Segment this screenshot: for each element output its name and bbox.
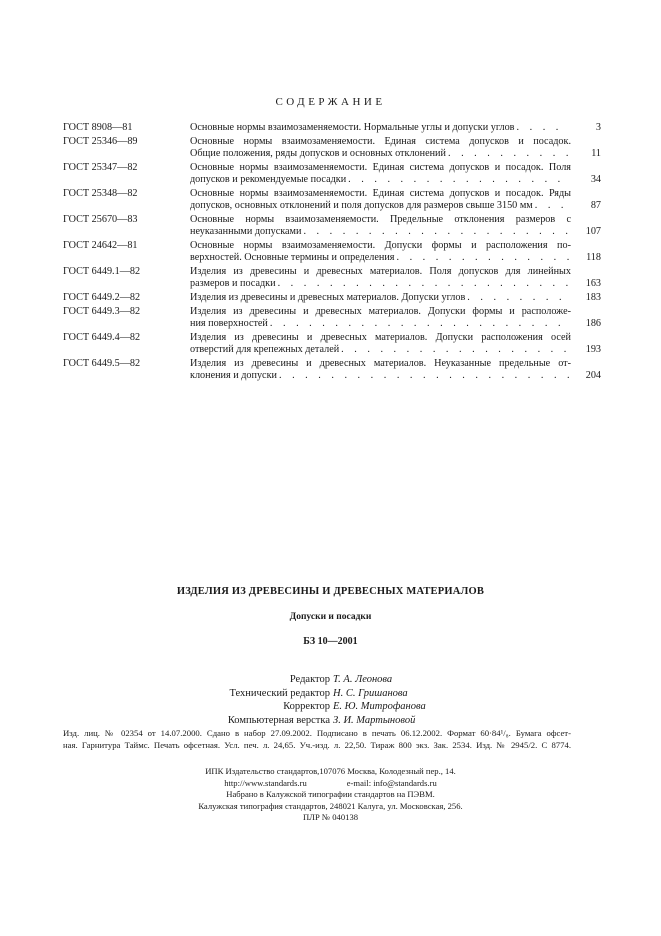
credit-role: Компьютерная верстка xyxy=(227,714,330,726)
toc-entry-line: Изделия из древесины и древесных материалов. Допуски углов xyxy=(190,292,466,303)
credit-person: Н. С. Гришанова xyxy=(333,687,408,699)
toc-entry[interactable] xyxy=(63,306,601,330)
toc-entry-last-line xyxy=(190,174,571,186)
dot-leader xyxy=(278,278,569,290)
toc-entry[interactable] xyxy=(63,358,601,382)
toc-entry-title xyxy=(190,162,601,186)
toc-entry-page: 107 xyxy=(585,226,601,237)
publisher-email-link[interactable]: e-mail: info@standards.ru xyxy=(346,777,437,788)
toc-entry-title xyxy=(190,292,601,304)
toc-entry-last-line xyxy=(190,370,571,382)
toc-entry-last-line xyxy=(190,252,571,264)
toc-entry-code: ГОСТ 8908—81 xyxy=(63,122,133,133)
toc-entry-line: допусков и рекомендуемые посадки xyxy=(190,174,347,185)
credits xyxy=(0,673,661,727)
toc-entry-page: 34 xyxy=(590,174,601,185)
publisher-info xyxy=(0,766,661,824)
toc-entry-line: Основные нормы взаимозаменяемости. Единая система допусков и посадок. Ряды xyxy=(190,188,571,199)
toc-entry-line: ния поверхностей xyxy=(190,318,268,329)
book-series: БЗ 10—2001 xyxy=(303,636,358,647)
toc-entry-line: Основные нормы взаимозаменяемости. Предельные отклонения размеров с xyxy=(190,214,571,225)
dot-leader xyxy=(279,370,569,382)
book-title: ИЗДЕЛИЯ ИЗ ДРЕВЕСИНЫ И ДРЕВЕСНЫХ МАТЕРИАЛОВ xyxy=(176,586,485,597)
toc-entry-title xyxy=(190,240,601,264)
dot-leader xyxy=(341,344,569,356)
toc-entry-title xyxy=(190,214,601,238)
toc-entry-last-line xyxy=(190,122,571,134)
toc-entry[interactable] xyxy=(63,214,601,238)
dot-leader xyxy=(467,292,569,304)
credit-person: Е. Ю. Митрофанова xyxy=(333,701,426,712)
toc-entry[interactable] xyxy=(63,292,601,304)
toc-entry-page: 186 xyxy=(585,318,601,329)
toc-entry-code: ГОСТ 25346—89 xyxy=(63,136,138,147)
publisher-address: ИПК Издательство стандартов,107076 Москва, Колодезный пер., 14. xyxy=(205,766,456,776)
toc-entry-line: отверстий для крепежных деталей xyxy=(190,344,340,355)
toc-entry-page: 204 xyxy=(585,370,601,381)
toc-entry-page: 118 xyxy=(586,252,601,263)
toc-entry-last-line xyxy=(190,318,571,330)
credit-role: Технический редактор xyxy=(229,687,330,699)
credit-role: Корректор xyxy=(283,701,330,712)
toc-entry-last-line xyxy=(190,148,571,160)
toc-entry-line: Основные нормы взаимозаменяемости. Допуски формы и расположения по- xyxy=(190,240,571,251)
toc-entry[interactable] xyxy=(63,240,601,264)
toc-entry-code: ГОСТ 25670—83 xyxy=(63,214,138,225)
toc-entry-line: Основные нормы взаимозаменяемости. Единая система допусков и посадок. xyxy=(190,136,571,147)
credit-row-editor xyxy=(0,673,661,687)
toc-entry-line: клонения и допуски xyxy=(190,370,277,381)
imprint xyxy=(63,727,571,751)
toc-entry-page: 87 xyxy=(590,200,601,211)
imprint-line: ная. Гарнитура Таймс. Печать офсетная. Усл. печ. л. 24,65. Уч.-изд. л. 22,50. Тираж 800 экз. Зак. 2534. Изд. № 2945/2. С 8774. xyxy=(63,740,571,750)
toc-entry[interactable] xyxy=(63,162,601,186)
toc-entry-line: Основные нормы взаимозаменяемости. Нормальные углы и допуски углов xyxy=(190,122,515,133)
dot-leader xyxy=(348,174,569,186)
publisher-contacts xyxy=(0,778,661,790)
toc-entry-code: ГОСТ 6449.1—82 xyxy=(63,266,141,277)
toc-entry-line: Общие положения, ряды допусков и основных отклонений xyxy=(190,148,446,159)
license-number: ПЛР № 040138 xyxy=(302,812,359,823)
toc-entry-line: Изделия из древесины и древесных материалов. Неуказанные предельные от- xyxy=(190,358,571,369)
toc-entry-line: неуказанными допусками xyxy=(190,226,302,237)
toc-entry-code: ГОСТ 6449.5—82 xyxy=(63,358,141,369)
toc-entry[interactable] xyxy=(63,332,601,356)
publisher-website-link[interactable]: http://www.standards.ru xyxy=(224,777,307,788)
toc-entry-code: ГОСТ 25347—82 xyxy=(63,162,138,173)
toc-entry-last-line xyxy=(190,344,571,356)
toc-entry-last-line xyxy=(190,226,571,238)
toc-entry-code: ГОСТ 6449.3—82 xyxy=(63,306,141,317)
toc-entry-title xyxy=(190,306,601,330)
toc-entry[interactable] xyxy=(63,122,601,134)
toc-entry-line: допусков, основных отклонений и поля допусков для размеров свыше 3150 мм xyxy=(190,200,533,211)
toc-entry-title xyxy=(190,358,601,382)
toc-entry-page: 193 xyxy=(585,344,601,355)
toc-entry[interactable] xyxy=(63,136,601,160)
toc-entry-title xyxy=(190,188,601,212)
toc-entry-page: 163 xyxy=(585,278,601,289)
toc-entry-line: размеров и посадки xyxy=(190,278,276,289)
toc-entry-line: Изделия из древесины и древесных материалов. Допуски формы и расположе- xyxy=(190,306,571,317)
dot-leader xyxy=(448,148,569,160)
imprint-line: Изд. лиц. № 02354 от 14.07.2000. Сдано в набор 27.09.2002. Подписано в печать 06.12.2002. Формат 60·84¹/₈. Бумага офсет- xyxy=(63,728,571,738)
book-subtitle: Допуски и посадки xyxy=(289,612,372,622)
toc-entry-line: верхностей. Основные термины и определения xyxy=(190,252,395,263)
toc-entry-last-line xyxy=(190,278,571,290)
credit-row-layout xyxy=(0,714,661,728)
toc-entry-page: 11 xyxy=(591,148,601,159)
toc-entry-title xyxy=(190,332,601,356)
toc-entry-title xyxy=(190,136,601,160)
dot-leader xyxy=(303,226,569,238)
dot-leader xyxy=(270,318,569,330)
toc-entry-code: ГОСТ 25348—82 xyxy=(63,188,138,199)
credit-row-tech-editor xyxy=(0,687,661,701)
printing-house: Калужская типография стандартов, 248021 Калуга, ул. Московская, 256. xyxy=(198,800,463,811)
dot-leader xyxy=(396,252,569,264)
toc-entry-code: ГОСТ 24642—81 xyxy=(63,240,138,251)
toc-entry-title xyxy=(190,266,601,290)
typesetting-note: Набрано в Калужской типографии стандартов на ПЭВМ. xyxy=(226,789,435,800)
toc-entry-line: Изделия из древесины и древесных материалов. Допуски расположения осей xyxy=(190,332,571,343)
toc-entry-line: Основные нормы взаимозаменяемости. Единая система допусков и посадок. Поля xyxy=(190,162,571,173)
credit-person: З. И. Мартыновой xyxy=(333,714,416,726)
toc-entry[interactable] xyxy=(63,266,601,290)
toc-entry-page: 3 xyxy=(595,122,601,133)
dot-leader xyxy=(517,122,570,134)
toc-entry-page: 183 xyxy=(585,292,601,303)
credit-row-proofreader xyxy=(0,700,661,714)
credit-person: Т. А. Леонова xyxy=(333,674,393,685)
toc-entry-line: Изделия из древесины и древесных материалов. Поля допусков для линейных xyxy=(190,266,571,277)
dot-leader xyxy=(535,200,569,212)
table-of-contents xyxy=(63,122,601,384)
toc-entry-code: ГОСТ 6449.4—82 xyxy=(63,332,141,343)
toc-entry-title xyxy=(190,122,601,134)
toc-heading: СОДЕРЖАНИЕ xyxy=(275,96,386,108)
toc-entry-last-line xyxy=(190,200,571,212)
credit-role: Редактор xyxy=(289,674,330,685)
toc-entry[interactable] xyxy=(63,188,601,212)
toc-entry-last-line xyxy=(190,292,571,304)
toc-entry-code: ГОСТ 6449.2—82 xyxy=(63,292,141,303)
